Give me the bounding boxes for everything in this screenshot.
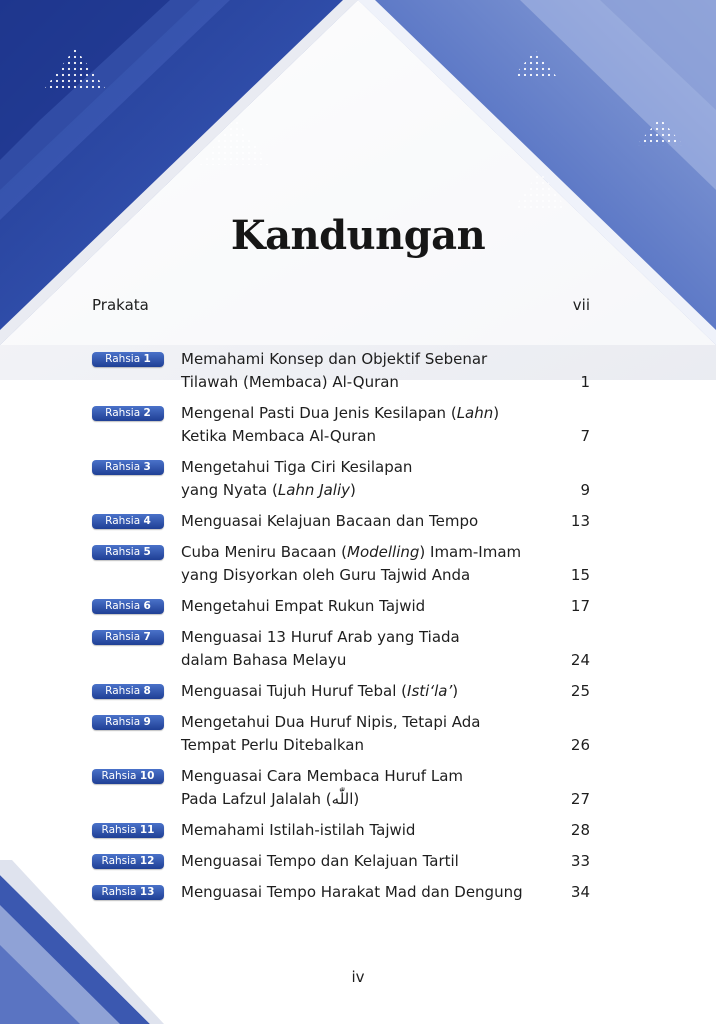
chapter-badge [92,545,164,560]
contents-entry[interactable] [92,456,590,502]
badge-word: Rahsia [101,770,137,782]
chapter-badge [92,823,164,838]
title-text: ) Imam-Imam [419,543,522,561]
contents-entry[interactable] [92,626,590,672]
entry-title-line [181,765,530,788]
title-text: Mengetahui Dua Huruf Nipis, Tetapi Ada [181,713,481,731]
entry-title-line [181,649,530,672]
contents-list [92,348,590,912]
badge-number: 1 [143,353,151,365]
title-text: Mengetahui Tiga Ciri Kesilapan [181,458,413,476]
entry-title [181,595,530,618]
contents-entry[interactable] [92,711,590,757]
preface-page: vii [572,296,590,314]
title-text: Menguasai Tempo dan Kelajuan Tartil [181,852,459,870]
entry-page: 26 [570,736,590,754]
title-text: Cuba Meniru Bacaan ( [181,543,347,561]
title-text: Mengetahui Empat Rukun Tajwid [181,597,426,615]
entry-title-line [181,541,530,564]
entry-page: 33 [570,852,590,870]
badge-word: Rahsia [101,855,137,867]
entry-page: 27 [570,790,590,808]
title-text: ) [350,481,356,499]
title-text: ) [493,404,500,422]
page-title: Kandungan [230,212,486,259]
entry-page: 24 [570,651,590,669]
badge-number: 7 [143,631,151,643]
entry-title-line [181,595,530,618]
entry-title [181,680,530,703]
title-text: Menguasai 13 Huruf Arab yang Tiada [181,628,460,646]
badge-number: 13 [139,886,155,898]
entry-title [181,348,530,394]
entry-title-line [181,456,530,479]
entry-title [181,402,530,448]
title-text: yang Nyata ( [181,481,278,499]
entry-title-line [181,564,530,587]
contents-entry[interactable] [92,850,590,873]
entry-title-line [181,711,530,734]
badge-word: Rahsia [105,461,141,473]
entry-page: 9 [580,481,590,499]
badge-word: Rahsia [105,353,141,365]
title-text: Mengenal Pasti Dua Jenis Kesilapan ( [181,404,457,422]
chapter-badge [92,769,164,784]
contents-entry[interactable] [92,510,590,533]
badge-word: Rahsia [105,546,141,558]
contents-entry[interactable] [92,402,590,448]
title-italic-term: Lahn [456,404,494,422]
contents-entry[interactable] [92,595,590,618]
chapter-badge [92,599,164,614]
title-text: yang Disyorkan oleh Guru Tajwid Anda [181,566,471,584]
entry-page: 1 [580,373,590,391]
badge-word: Rahsia [105,631,141,643]
entry-title-line [181,402,530,425]
entry-page: 17 [570,597,590,615]
badge-number: 9 [143,716,151,728]
title-text: Memahami Konsep dan Objektif Sebenar [181,350,488,368]
chapter-badge [92,630,164,645]
badge-word: Rahsia [105,407,141,419]
badge-word: Rahsia [105,600,141,612]
entry-title-line [181,348,530,371]
contents-entry[interactable] [92,819,590,842]
entry-title-line [181,680,530,703]
entry-title-line [181,788,530,811]
entry-title-line [181,510,530,533]
chapter-badge [92,460,164,475]
chapter-badge [92,715,164,730]
badge-word: Rahsia [105,515,141,527]
entry-title-line [181,479,530,502]
chapter-badge [92,406,164,421]
entry-title [181,881,530,904]
entry-title-line [181,371,530,394]
title-text: Tilawah (Membaca) Al-Quran [181,373,399,391]
title-text: dalam Bahasa Melayu [181,651,347,669]
title-text: Menguasai Cara Membaca Huruf Lam [181,767,464,785]
entry-title [181,541,530,587]
entry-title-line [181,425,530,448]
entry-title-line [181,819,530,842]
entry-title [181,626,530,672]
title-italic-term: Lahn Jaliy [277,481,351,499]
title-text: ) [452,682,459,700]
chapter-badge [92,885,164,900]
contents-entry[interactable] [92,765,590,811]
entry-page: 13 [570,512,590,530]
preface-row[interactable] [92,296,590,318]
badge-number: 11 [139,824,155,836]
entry-title-line [181,881,530,904]
badge-word: Rahsia [101,824,137,836]
entry-title [181,765,530,811]
title-text: Tempat Perlu Ditebalkan [181,736,364,754]
entry-title-line [181,734,530,757]
title-text: Pada Lafzul Jalalah (اللّٰه) [181,790,360,808]
entry-title [181,510,530,533]
title-text: Memahami Istilah-istilah Tajwid [181,821,416,839]
entry-page: 15 [570,566,590,584]
page-number: iv [351,968,365,986]
entry-page: 34 [570,883,590,901]
chapter-badge [92,854,164,869]
title-text: Menguasai Tempo Harakat Mad dan Dengung [181,883,523,901]
badge-number: 4 [143,515,151,527]
badge-number: 10 [139,770,155,782]
badge-number: 8 [143,685,151,697]
title-italic-term: Modelling [347,543,420,561]
entry-page: 28 [570,821,590,839]
badge-number: 12 [139,855,155,867]
title-text: Ketika Membaca Al-Quran [181,427,377,445]
entry-page: 25 [570,682,590,700]
contents-entry[interactable] [92,881,590,904]
entry-title [181,456,530,502]
entry-title [181,819,530,842]
entry-title-line [181,850,530,873]
entry-page: 7 [580,427,590,445]
badge-number: 5 [143,546,151,558]
contents-entry[interactable] [92,680,590,703]
badge-word: Rahsia [101,886,137,898]
badge-number: 2 [143,407,151,419]
badge-word: Rahsia [105,716,141,728]
badge-number: 3 [143,461,151,473]
preface-label: Prakata [92,296,149,314]
entry-title [181,711,530,757]
chapter-badge [92,514,164,529]
contents-entry[interactable] [92,348,590,394]
title-text: Menguasai Kelajuan Bacaan dan Tempo [181,512,479,530]
title-italic-term: Isti‘la’ [407,682,453,700]
badge-number: 6 [143,600,151,612]
badge-word: Rahsia [105,685,141,697]
entry-title [181,850,530,873]
chapter-badge [92,684,164,699]
contents-entry[interactable] [92,541,590,587]
entry-title-line [181,626,530,649]
title-text: Menguasai Tujuh Huruf Tebal ( [181,682,408,700]
chapter-badge [92,352,164,367]
